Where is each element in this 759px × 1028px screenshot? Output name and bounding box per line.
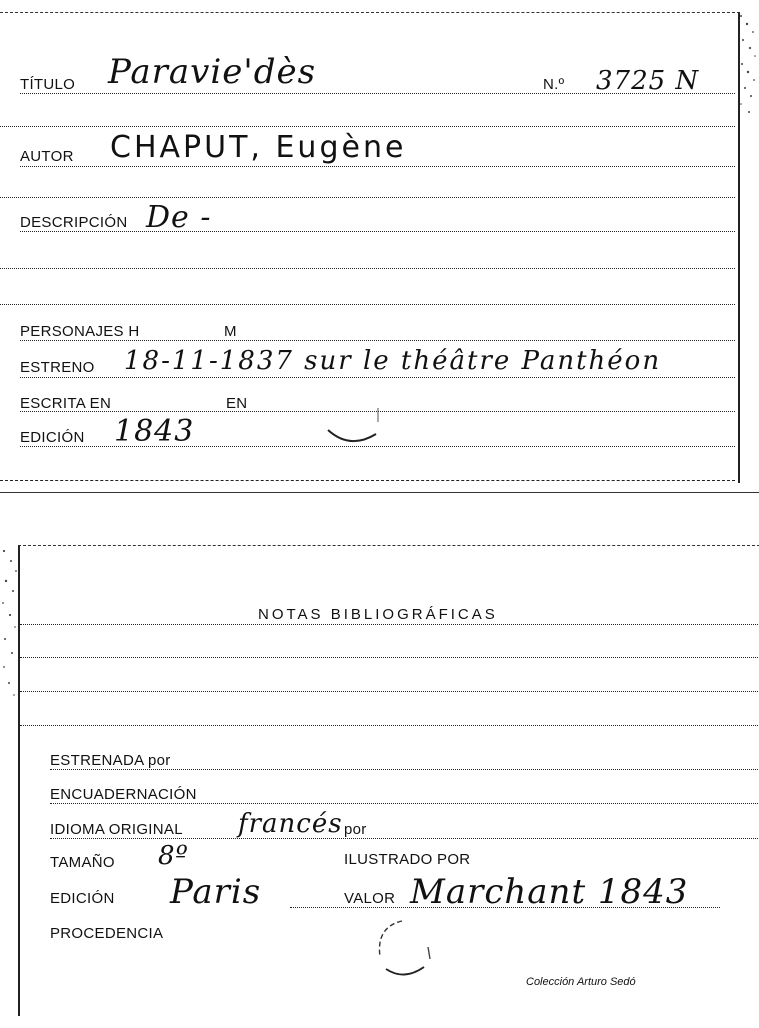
personajes-line bbox=[20, 340, 735, 341]
stamp-arc-mark bbox=[322, 400, 384, 450]
blank-line-5 bbox=[0, 480, 735, 481]
tamano-value: 8º bbox=[158, 841, 189, 871]
estreno-value: 18-11-1837 sur le théâtre Panthéon bbox=[124, 346, 662, 376]
card-separator bbox=[0, 492, 759, 493]
blank-line-2 bbox=[0, 197, 735, 198]
descripcion-value: De - bbox=[146, 200, 212, 235]
autor-line bbox=[20, 166, 735, 167]
valor-label: VALOR bbox=[344, 890, 396, 907]
titulo-value: Paravie'dès bbox=[108, 52, 317, 92]
idioma-value: francés bbox=[238, 809, 343, 839]
valor-value: Marchant 1843 bbox=[410, 872, 689, 912]
idioma-por-label: por bbox=[344, 821, 367, 838]
edicion-value: 1843 bbox=[114, 414, 195, 449]
notas-line-1 bbox=[20, 624, 758, 625]
blank-line-3 bbox=[0, 268, 735, 269]
catalog-card-back bbox=[0, 545, 759, 1028]
edicion-back-value: Paris bbox=[170, 872, 262, 912]
personajes-m-label: M bbox=[224, 323, 237, 340]
titulo-line bbox=[20, 93, 735, 94]
blank-line-1 bbox=[0, 126, 735, 127]
escrita-label: ESCRITA EN bbox=[20, 395, 112, 412]
personajes-label: PERSONAJES H bbox=[20, 323, 140, 340]
estrenada-line bbox=[50, 769, 758, 770]
circular-stamp-mark bbox=[372, 917, 434, 981]
notas-bibliograficas-title: NOTAS BIBLIOGRÁFICAS bbox=[258, 606, 498, 623]
catalog-card-front bbox=[0, 0, 759, 495]
card-edge-speckle bbox=[0, 545, 22, 705]
encuadernacion-label: ENCUADERNACIÓN bbox=[50, 786, 197, 803]
edicion-back-label: EDICIÓN bbox=[50, 890, 115, 907]
escrita-en-label: EN bbox=[226, 395, 248, 412]
idioma-label: IDIOMA ORIGINAL bbox=[50, 821, 183, 838]
idioma-line bbox=[50, 838, 758, 839]
notas-line-4 bbox=[20, 725, 758, 726]
numero-label: N.º bbox=[543, 76, 565, 93]
notas-line-2 bbox=[20, 657, 758, 658]
edicion-label: EDICIÓN bbox=[20, 429, 85, 446]
autor-label: AUTOR bbox=[20, 148, 74, 165]
estreno-label: ESTRENO bbox=[20, 359, 95, 376]
numero-value: 3725 N bbox=[596, 66, 700, 96]
descripcion-label: DESCRIPCIÓN bbox=[20, 214, 128, 231]
estrenada-label: ESTRENADA por bbox=[50, 752, 171, 769]
autor-value: CHAPUT, Eugène bbox=[110, 130, 407, 165]
valor-line bbox=[290, 907, 720, 908]
tamano-label: TAMAÑO bbox=[50, 854, 115, 871]
titulo-label: TÍTULO bbox=[20, 76, 76, 93]
estreno-line bbox=[20, 377, 735, 378]
procedencia-label: PROCEDENCIA bbox=[50, 925, 164, 942]
card-edge-speckle bbox=[737, 10, 759, 120]
descripcion-line bbox=[20, 231, 735, 232]
encuadernacion-line bbox=[50, 803, 758, 804]
collection-colophon: Colección Arturo Sedó bbox=[526, 976, 636, 988]
blank-line-4 bbox=[0, 304, 735, 305]
notas-line-3 bbox=[20, 691, 758, 692]
ilustrado-label: ILUSTRADO POR bbox=[344, 851, 471, 868]
